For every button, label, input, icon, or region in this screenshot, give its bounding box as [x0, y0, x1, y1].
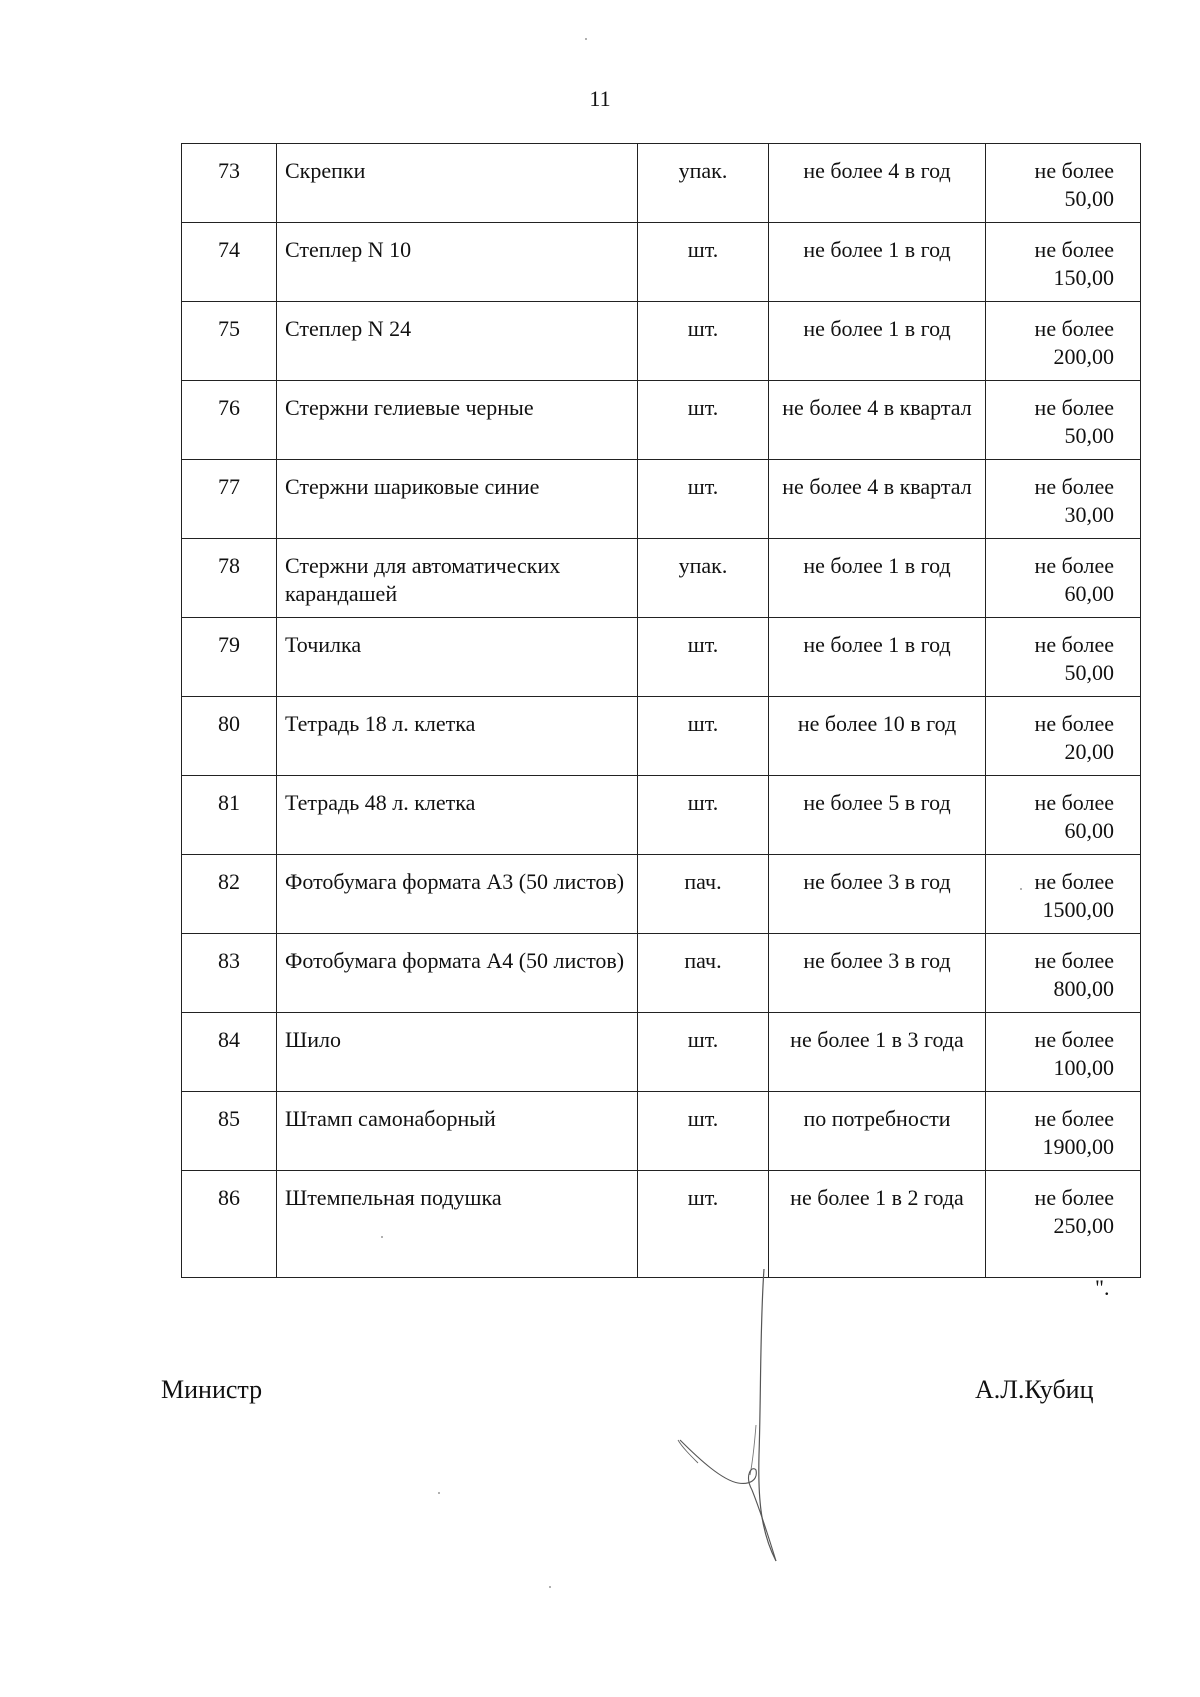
table-row: [182, 618, 1141, 697]
table-row: [182, 776, 1141, 855]
item-unit-cell: шт.: [638, 776, 769, 855]
item-frequency-cell: не более 1 в 2 года: [769, 1171, 986, 1278]
price-value: 20,00: [1064, 739, 1114, 764]
item-name-cell: Степлер N 24: [277, 302, 638, 381]
item-price-cell: [986, 223, 1141, 302]
item-frequency-cell: не более 1 в 3 года: [769, 1013, 986, 1092]
item-price-cell: [986, 302, 1141, 381]
item-price-cell: [986, 934, 1141, 1013]
page-number: 11: [589, 86, 611, 111]
price-value: 50,00: [1064, 423, 1114, 448]
item-number-cell: 78: [182, 539, 277, 618]
item-unit-cell: шт.: [638, 302, 769, 381]
price-prefix: не более: [1034, 1185, 1114, 1210]
item-number-cell: 85: [182, 1092, 277, 1171]
table-row: [182, 855, 1141, 934]
item-name-cell: Стержни для автоматических карандашей: [277, 539, 638, 618]
table-row: [182, 934, 1141, 1013]
table-row: [182, 460, 1141, 539]
supplies-table: [181, 143, 1141, 1278]
item-unit-cell: шт.: [638, 1171, 769, 1278]
item-unit-cell: шт.: [638, 1013, 769, 1092]
item-number-cell: 82: [182, 855, 277, 934]
price-value: 100,00: [1053, 1055, 1114, 1080]
table-row: [182, 1092, 1141, 1171]
item-name-cell: Степлер N 10: [277, 223, 638, 302]
item-number-cell: 84: [182, 1013, 277, 1092]
item-price-cell: [986, 1013, 1141, 1092]
price-prefix: не более: [1034, 474, 1114, 499]
item-unit-cell: шт.: [638, 1092, 769, 1171]
price-prefix: не более: [1034, 1027, 1114, 1052]
item-price-cell: [986, 381, 1141, 460]
table-row: [182, 144, 1141, 223]
item-frequency-cell: не более 4 в год: [769, 144, 986, 223]
table-body: [182, 144, 1141, 1278]
price-value: 250,00: [1053, 1213, 1114, 1238]
item-name-cell: Скрепки: [277, 144, 638, 223]
price-prefix: не более: [1034, 790, 1114, 815]
item-frequency-cell: не более 4 в квартал: [769, 381, 986, 460]
item-unit-cell: упак.: [638, 539, 769, 618]
item-price-cell: [986, 855, 1141, 934]
handwritten-signature: [660, 1265, 810, 1565]
closing-quote: ".: [1095, 1275, 1110, 1300]
item-price-cell: [986, 618, 1141, 697]
item-name-cell: Фотобумага формата А3 (50 листов): [277, 855, 638, 934]
item-frequency-cell: не более 3 в год: [769, 855, 986, 934]
item-frequency-cell: по потребности: [769, 1092, 986, 1171]
price-prefix: не более: [1034, 237, 1114, 262]
item-frequency-cell: не более 3 в год: [769, 934, 986, 1013]
price-prefix: не более: [1034, 948, 1114, 973]
item-price-cell: [986, 776, 1141, 855]
item-frequency-cell: не более 4 в квартал: [769, 460, 986, 539]
price-value: 1900,00: [1042, 1134, 1114, 1159]
item-unit-cell: упак.: [638, 144, 769, 223]
item-number-cell: 79: [182, 618, 277, 697]
price-value: 800,00: [1053, 976, 1114, 1001]
item-name-cell: Фотобумага формата А4 (50 листов): [277, 934, 638, 1013]
item-frequency-cell: не более 1 в год: [769, 302, 986, 381]
item-unit-cell: шт.: [638, 223, 769, 302]
item-name-cell: Штамп самонаборный: [277, 1092, 638, 1171]
item-name-cell: Тетрадь 48 л. клетка: [277, 776, 638, 855]
item-frequency-cell: не более 10 в год: [769, 697, 986, 776]
item-frequency-cell: не более 5 в год: [769, 776, 986, 855]
item-unit-cell: шт.: [638, 460, 769, 539]
price-value: 60,00: [1064, 581, 1114, 606]
signature-block: [0, 1375, 1200, 1415]
item-name-cell: Штемпельная подушка: [277, 1171, 638, 1278]
price-prefix: не более: [1034, 395, 1114, 420]
item-frequency-cell: не более 1 в год: [769, 223, 986, 302]
item-price-cell: [986, 144, 1141, 223]
item-number-cell: 73: [182, 144, 277, 223]
item-unit-cell: шт.: [638, 618, 769, 697]
price-prefix: не более: [1034, 632, 1114, 657]
scan-speck: [1020, 888, 1022, 890]
item-unit-cell: шт.: [638, 381, 769, 460]
price-prefix: не более: [1034, 711, 1114, 736]
scan-speck: [549, 1586, 551, 1588]
item-price-cell: [986, 1171, 1141, 1278]
table-row: [182, 381, 1141, 460]
item-price-cell: [986, 1092, 1141, 1171]
item-price-cell: [986, 460, 1141, 539]
scan-speck: [585, 38, 587, 40]
price-prefix: не более: [1034, 869, 1114, 894]
table-row: [182, 302, 1141, 381]
table-row: [182, 1013, 1141, 1092]
item-number-cell: 75: [182, 302, 277, 381]
price-prefix: не более: [1034, 158, 1114, 183]
price-prefix: не более: [1034, 1106, 1114, 1131]
item-number-cell: 83: [182, 934, 277, 1013]
price-prefix: не более: [1034, 553, 1114, 578]
price-value: 50,00: [1064, 660, 1114, 685]
price-value: 200,00: [1053, 344, 1114, 369]
table-row: [182, 539, 1141, 618]
price-value: 60,00: [1064, 818, 1114, 843]
item-name-cell: Стержни шариковые синие: [277, 460, 638, 539]
table-row: [182, 1171, 1141, 1278]
item-number-cell: 77: [182, 460, 277, 539]
item-name-cell: Стержни гелиевые черные: [277, 381, 638, 460]
signer-title: Министр: [161, 1375, 263, 1404]
price-prefix: не более: [1034, 316, 1114, 341]
item-unit-cell: пач.: [638, 934, 769, 1013]
item-name-cell: Шило: [277, 1013, 638, 1092]
item-price-cell: [986, 539, 1141, 618]
item-price-cell: [986, 697, 1141, 776]
table-row: [182, 223, 1141, 302]
scan-speck: [438, 1492, 440, 1494]
item-number-cell: 76: [182, 381, 277, 460]
item-number-cell: 74: [182, 223, 277, 302]
item-unit-cell: пач.: [638, 855, 769, 934]
item-number-cell: 81: [182, 776, 277, 855]
item-unit-cell: шт.: [638, 697, 769, 776]
price-value: 150,00: [1053, 265, 1114, 290]
item-number-cell: 80: [182, 697, 277, 776]
item-name-cell: Точилка: [277, 618, 638, 697]
item-frequency-cell: не более 1 в год: [769, 539, 986, 618]
table-row: [182, 697, 1141, 776]
item-frequency-cell: не более 1 в год: [769, 618, 986, 697]
item-name-cell: Тетрадь 18 л. клетка: [277, 697, 638, 776]
signer-name: А.Л.Кубиц: [975, 1375, 1094, 1404]
price-value: 50,00: [1064, 186, 1114, 211]
price-value: 30,00: [1064, 502, 1114, 527]
price-value: 1500,00: [1042, 897, 1114, 922]
item-number-cell: 86: [182, 1171, 277, 1278]
scan-speck: [381, 1236, 383, 1238]
